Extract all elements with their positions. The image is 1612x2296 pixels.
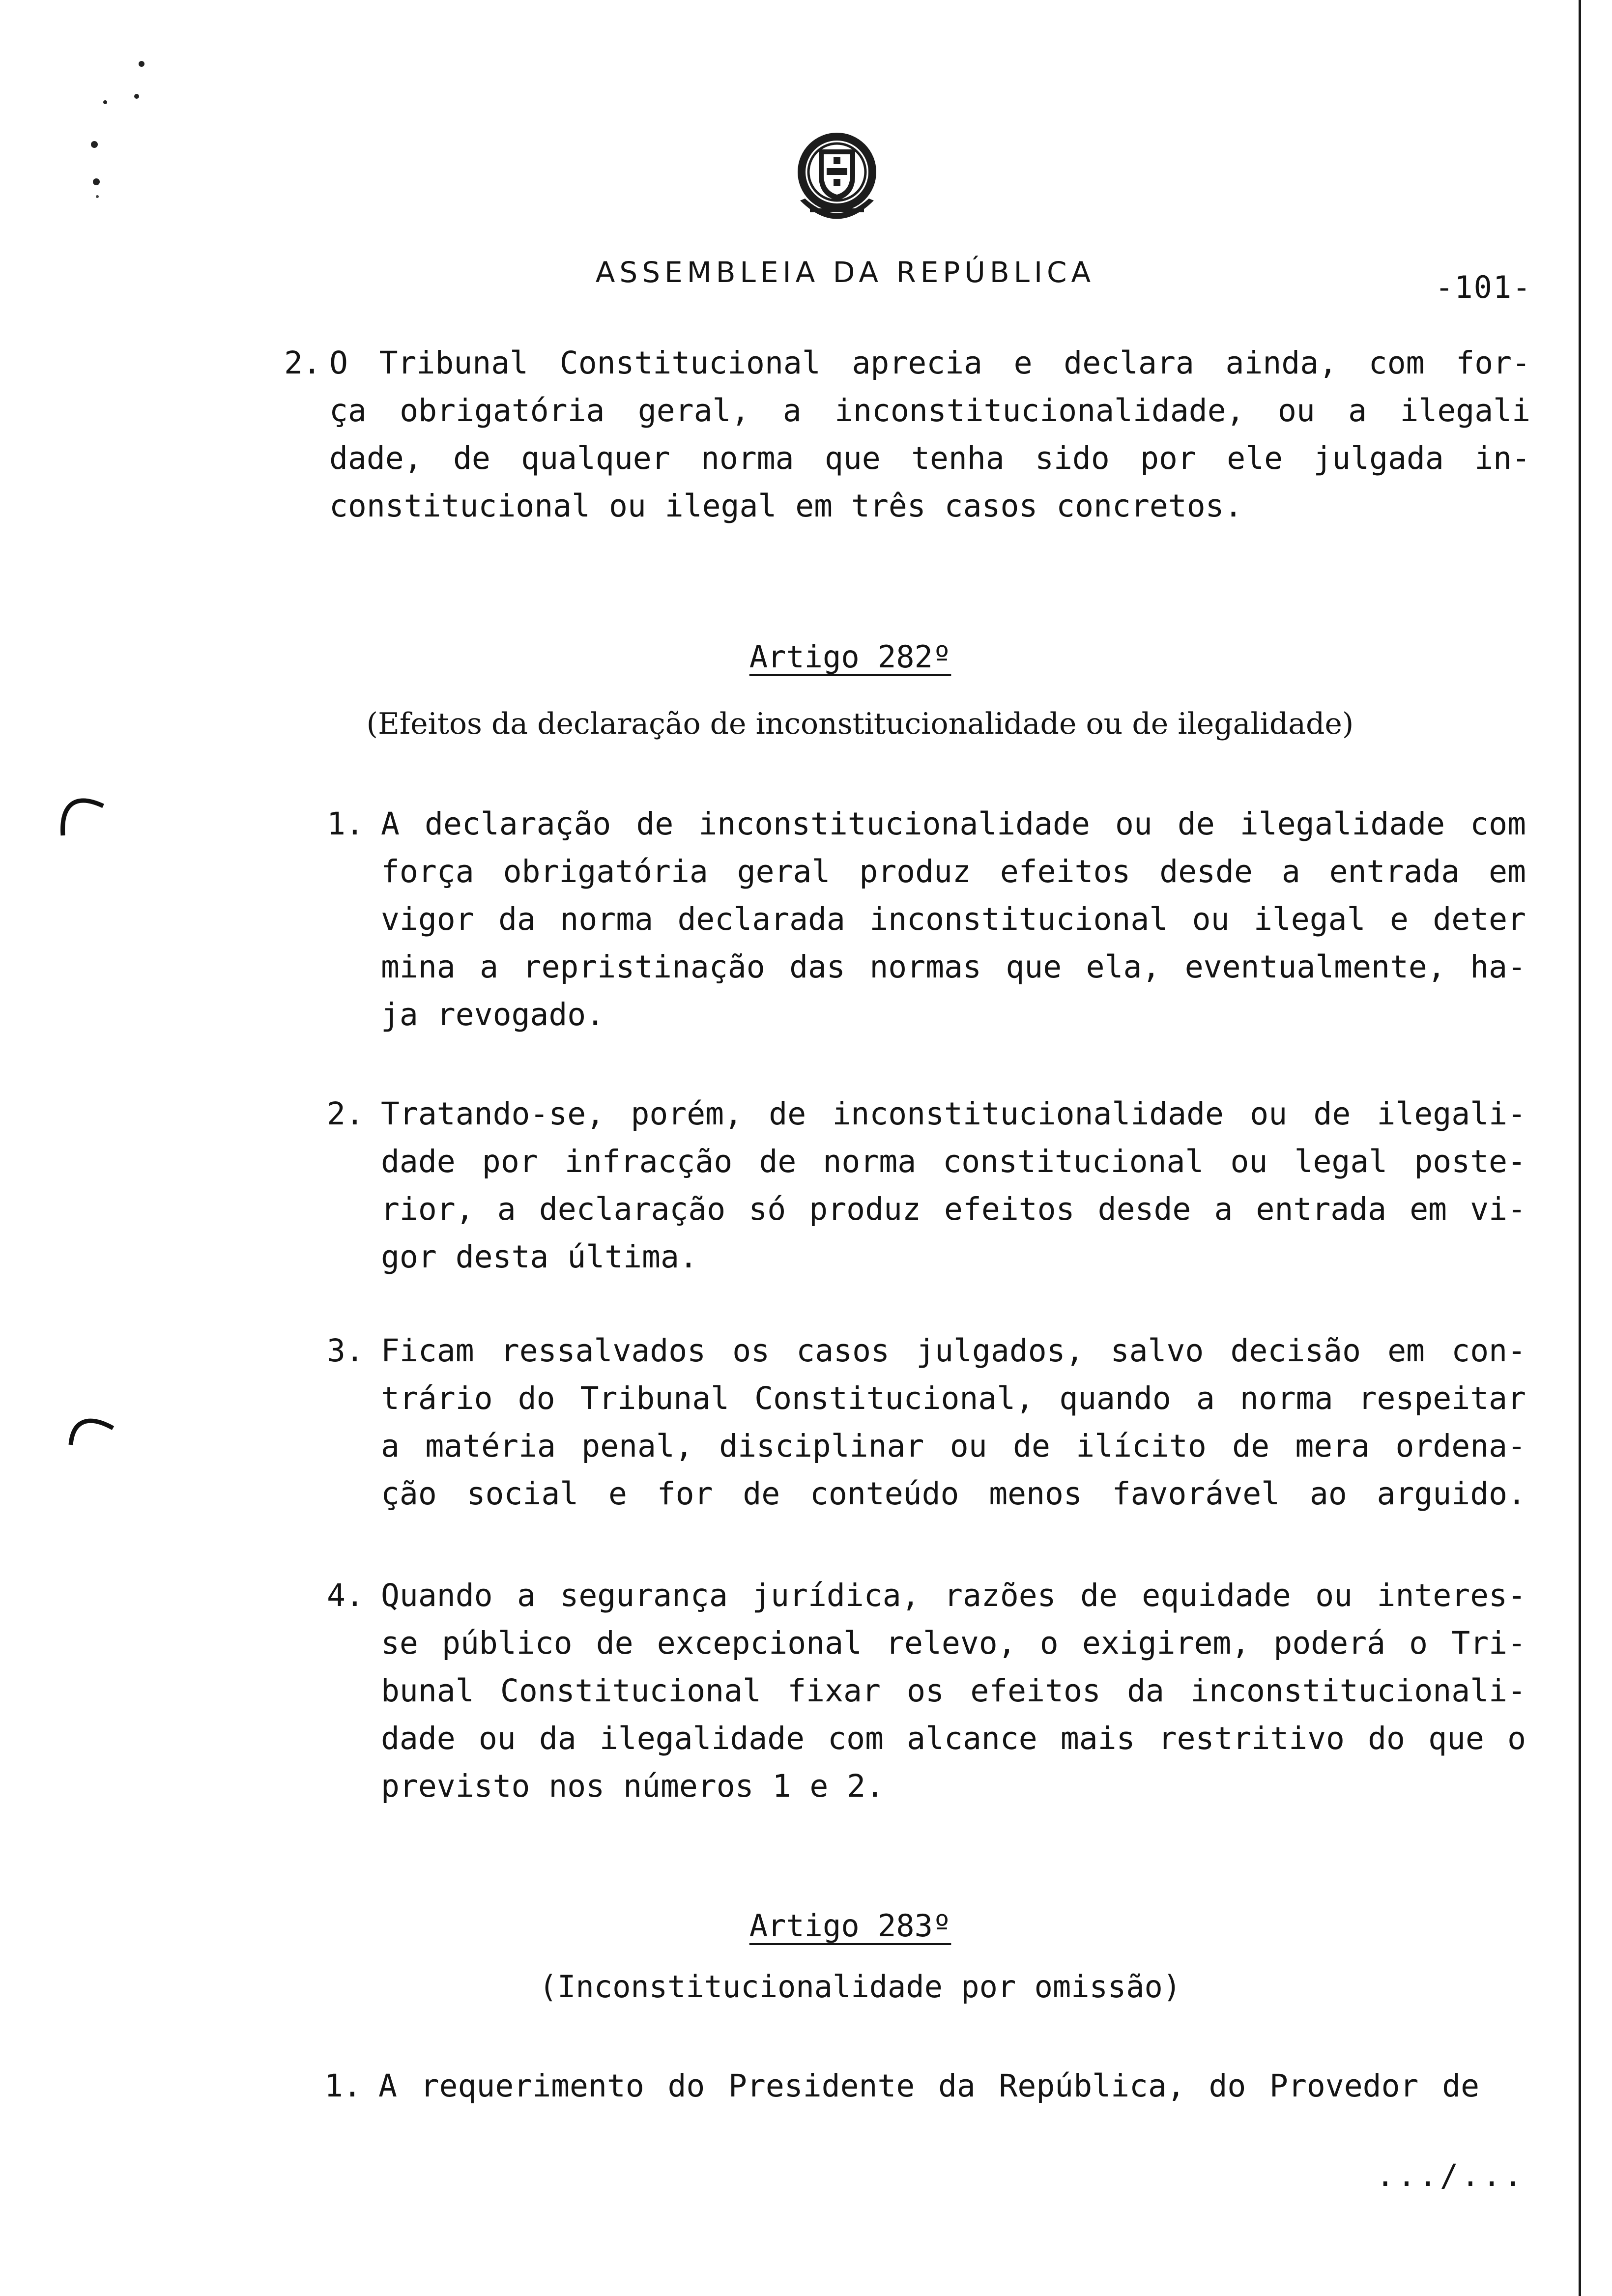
paragraph-283-1 — [324, 2062, 1479, 2110]
paragraph-line: constitucional ou ilegal em três casos concretos. — [329, 488, 1243, 524]
paragraph-number: 2. — [284, 345, 321, 381]
paragraph-line: Ficam ressalvados os casos julgados, salvo decisão em con- — [381, 1333, 1526, 1369]
article-title: Artigo 282º — [749, 639, 951, 675]
page-number: -101- — [1435, 269, 1532, 305]
paragraph-282-4 — [327, 1572, 1526, 1810]
continuation-marker: .../... — [1376, 2157, 1526, 2193]
paragraph-line: vigor da norma declarada inconstitucional ou ilegal e deter — [381, 901, 1526, 937]
portuguese-coat-of-arms-icon — [790, 127, 884, 235]
paragraph-282-3 — [327, 1327, 1526, 1518]
paragraph-number: 2. — [327, 1096, 364, 1132]
paragraph-line: se público de excepcional relevo, o exigirem, poderá o Tri- — [381, 1625, 1526, 1661]
paragraph-line: O Tribunal Constitucional aprecia e declara ainda, com for- — [329, 345, 1530, 381]
institution-name: ASSEMBLEIA DA REPÚBLICA — [595, 256, 1095, 289]
paragraph-line: dade por infracção de norma constitucional ou legal poste- — [381, 1144, 1526, 1179]
paragraph-line: previsto nos números 1 e 2. — [381, 1768, 885, 1804]
paragraph-number: 1. — [324, 2068, 362, 2104]
paragraph-282-2 — [327, 1090, 1526, 1281]
paragraph-line: dade, de qualquer norma que tenha sido por ele julgada in- — [329, 440, 1530, 476]
paragraph-number: 3. — [327, 1333, 364, 1369]
paragraph-line: gor desta última. — [381, 1239, 698, 1275]
punch-hole-arc-icon — [54, 786, 108, 840]
paragraph-line: bunal Constitucional fixar os efeitos da inconstitucionali- — [381, 1673, 1526, 1709]
paragraph-line: dade ou da ilegalidade com alcance mais restritivo do que o — [381, 1721, 1526, 1756]
paragraph-prev-2 — [284, 339, 1530, 530]
page-edge-line — [1579, 0, 1581, 2296]
article-subtitle: (Efeitos da declaração de inconstitucionalidade ou de ilegalidade) — [366, 707, 1354, 741]
paragraph-line: A requerimento do Presidente da República, do Provedor de — [378, 2068, 1479, 2104]
paragraph-line: ça obrigatória geral, a inconstitucionalidade, ou a ilegali — [329, 393, 1530, 429]
paragraph-line: trário do Tribunal Constitucional, quando a norma respeitar — [381, 1380, 1526, 1416]
paragraph-line: Quando a segurança jurídica, razões de equidade ou interes- — [381, 1578, 1526, 1613]
article-subtitle: (Inconstitucionalidade por omissão) — [539, 1969, 1181, 2005]
paragraph-line: a matéria penal, disciplinar ou de ilícito de mera ordena- — [381, 1428, 1526, 1464]
paragraph-line: ção social e for de conteúdo menos favorável ao arguido. — [381, 1476, 1526, 1512]
punch-hole-arc-icon — [64, 1406, 118, 1460]
paragraph-number: 4. — [327, 1578, 364, 1613]
article-title: Artigo 283º — [749, 1908, 951, 1944]
paragraph-line: Tratando-se, porém, de inconstitucionalidade ou de ilegali- — [381, 1096, 1526, 1132]
paragraph-line: força obrigatória geral produz efeitos desde a entrada em — [381, 854, 1526, 890]
paragraph-line: rior, a declaração só produz efeitos desde a entrada em vi- — [381, 1191, 1526, 1227]
paragraph-number: 1. — [327, 806, 364, 842]
scan-specks — [88, 49, 167, 206]
paragraph-282-1 — [327, 800, 1526, 1038]
paragraph-line: mina a repristinação das normas que ela, eventualmente, ha- — [381, 949, 1526, 985]
paragraph-line: ja revogado. — [381, 997, 605, 1033]
paragraph-line: A declaração de inconstitucionalidade ou de ilegalidade com — [381, 806, 1526, 842]
